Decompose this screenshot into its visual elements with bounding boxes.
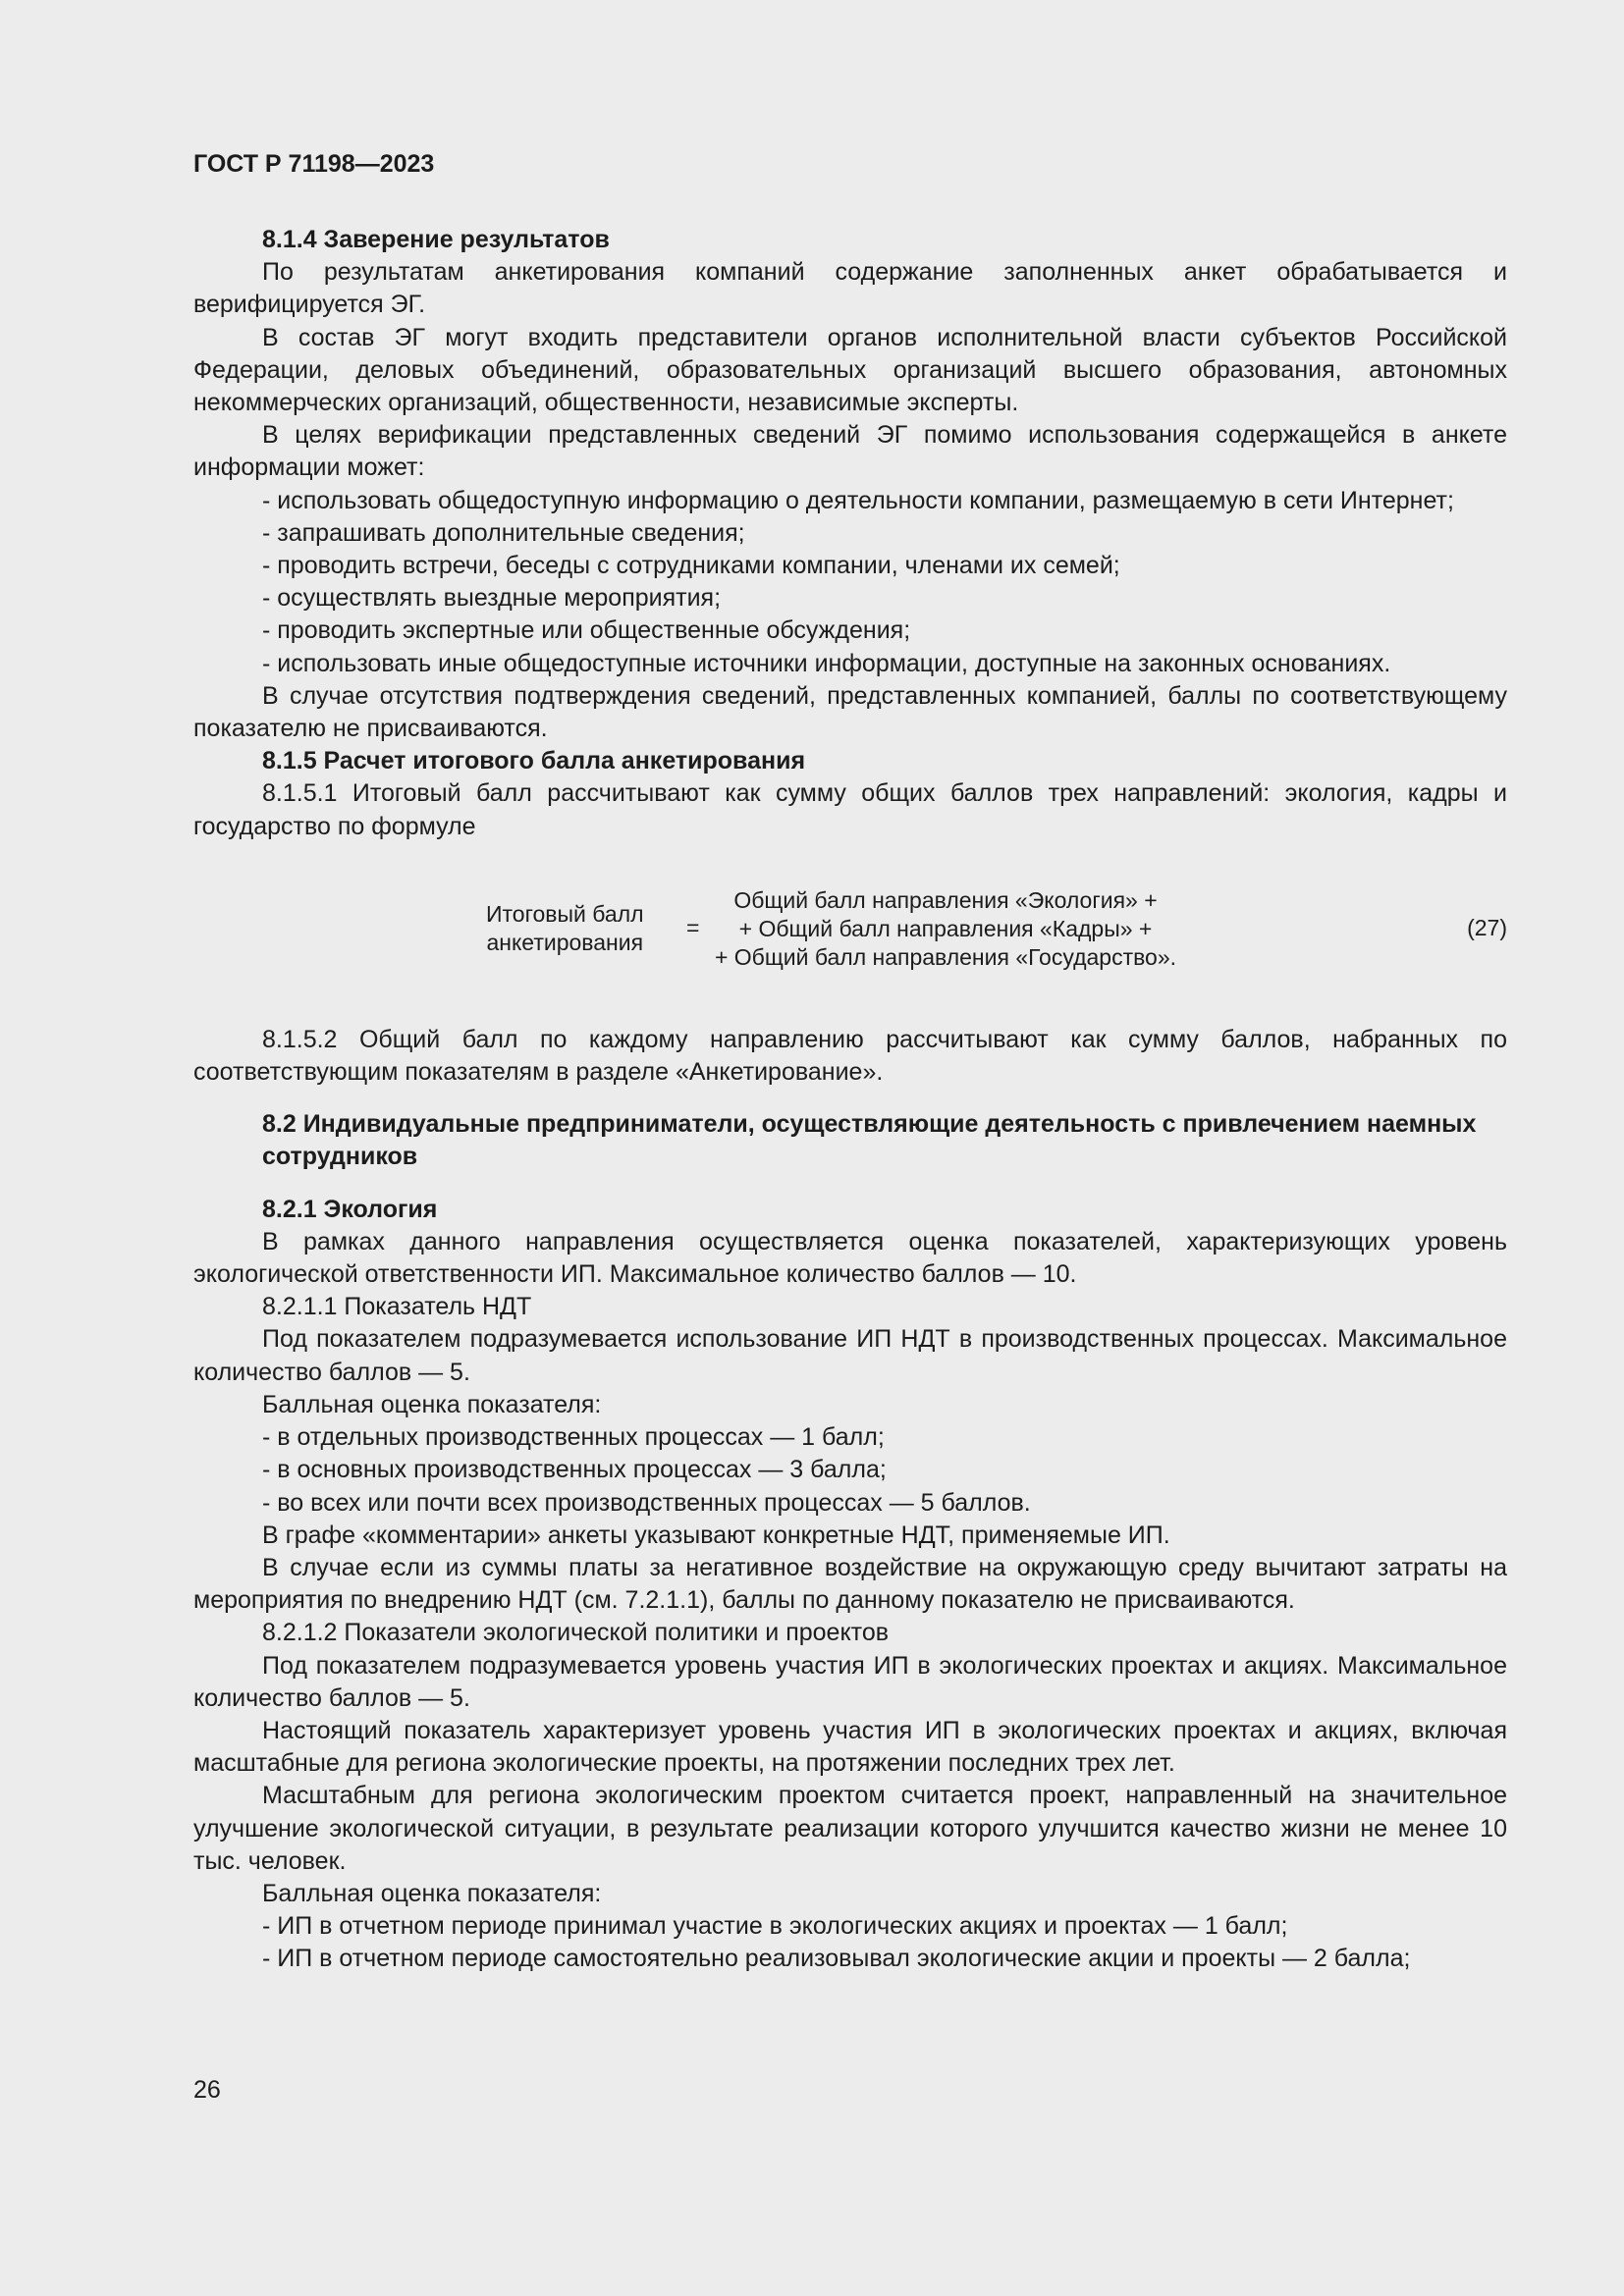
paragraph: Под показателем подразумевается уровень участия ИП в экологических проектах и акциях. Максимальное количество баллов — 5. [193, 1651, 1507, 1712]
list-item: - в основных производственных процессах — 3 балла; [262, 1456, 887, 1484]
list-item: - в отдельных производственных процессах — 1 балл; [262, 1423, 885, 1452]
list-item: - во всех или почти всех производственных процессах — 5 баллов. [262, 1488, 1031, 1517]
formula-number: (27) [1467, 914, 1507, 940]
formula-left-side [486, 900, 644, 957]
formula-27 [193, 886, 1507, 973]
paragraph: Под показателем подразумевается использование ИП НДТ в производственных процессах. Максимальное количество баллов — 5. [193, 1325, 1507, 1386]
formula-right-side [700, 886, 1191, 972]
document-body [193, 224, 1507, 1976]
formula-left-line: анкетирования [486, 929, 644, 955]
list-item: - осуществлять выездные мероприятия; [262, 584, 722, 613]
formula-right-line: Общий балл направления «Экология» + [733, 886, 1158, 913]
formula-right-line: + Общий балл направления «Кадры» + [738, 915, 1153, 941]
list-item: - запрашивать дополнительные сведения; [262, 518, 745, 547]
list-item: - проводить экспертные или общественные обсуждения; [262, 616, 911, 645]
list-item: - использовать общедоступную информацию о деятельности компании, размещаемую в сети Интернет; [262, 486, 1454, 514]
paragraph: 8.1.5.2 Общий балл по каждому направлению рассчитывают как сумму баллов, набранных по соответствующим показателям в разделе «Анкетирование». [193, 1025, 1507, 1087]
subsection-8-2-1-1-title: 8.2.1.1 Показатель НДТ [262, 1293, 532, 1321]
document-header: ГОСТ Р 71198—2023 [193, 150, 435, 178]
paragraph: Настоящий показатель характеризует уровень участия ИП в экологических проектах и акциях, включая масштабные для региона экологические проекты, на протяжении последних трех лет. [193, 1716, 1507, 1778]
paragraph: Балльная оценка показателя: [262, 1390, 602, 1418]
paragraph: В случае отсутствия подтверждения сведений, представленных компанией, баллы по соответствующему показателю не присваиваются. [193, 681, 1507, 743]
paragraph: В целях верификации представленных сведений ЭГ помимо использования содержащейся в анкете информации может: [193, 421, 1507, 482]
formula-right-line: + Общий балл направления «Государство». [714, 943, 1177, 970]
section-8-1-4-title: 8.1.4 Заверение результатов [262, 226, 610, 253]
section-8-2-1-title: 8.2.1 Экология [262, 1195, 438, 1223]
paragraph: 8.1.5.1 Итоговый балл рассчитывают как сумму общих баллов трех направлений: экология, кадры и государство по формуле [193, 779, 1507, 840]
list-item: - использовать иные общедоступные источники информации, доступные на законных основаниях. [262, 649, 1391, 677]
paragraph: По результатам анкетирования компаний содержание заполненных анкет обрабатывается и верифицируется ЭГ. [193, 258, 1507, 319]
list-item: - ИП в отчетном периоде самостоятельно реализовывал экологические акции и проекты — 2 балла; [262, 1945, 1411, 1973]
paragraph: Масштабным для региона экологическим проектом считается проект, направленный на значительное улучшение экологической ситуации, в результате реализации которого улучшится качество жизни не менее 10 тыс. человек. [193, 1782, 1507, 1875]
list-item: - проводить встречи, беседы с сотрудниками компании, членами их семей; [262, 552, 1120, 580]
list-item: - ИП в отчетном периоде принимал участие в экологических акциях и проектах — 1 балл; [262, 1912, 1288, 1941]
paragraph: В графе «комментарии» анкеты указывают конкретные НДТ, применяемые ИП. [262, 1521, 1170, 1549]
paragraph: В состав ЭГ могут входить представители органов исполнительной власти субъектов Российской Федерации, деловых объединений, образовательных организаций высшего образования, автономных некоммерческих организаций, общественности, независимые эксперты. [193, 323, 1507, 417]
page-number: 26 [193, 2076, 221, 2104]
section-8-2-title: 8.2 Индивидуальные предприниматели, осуществляющие деятельность с привлечением наемных сотрудников [262, 1110, 1477, 1171]
paragraph: В случае если из суммы платы за негативное воздействие на окружающую среду вычитают затраты на мероприятия по внедрению НДТ (см. 7.2.1.1), баллы по данному показателю не присваиваются. [193, 1553, 1507, 1615]
subsection-8-2-1-2-title: 8.2.1.2 Показатели экологической политики и проектов [262, 1619, 890, 1647]
section-8-1-5-title: 8.1.5 Расчет итогового балла анкетирования [262, 747, 806, 775]
paragraph: Балльная оценка показателя: [262, 1879, 602, 1907]
paragraph: В рамках данного направления осуществляется оценка показателей, характеризующих уровень экологической ответственности ИП. Максимальное количество баллов — 10. [193, 1227, 1507, 1289]
formula-left-line: Итоговый балл [486, 900, 644, 927]
formula-equals-sign: = [686, 914, 700, 940]
